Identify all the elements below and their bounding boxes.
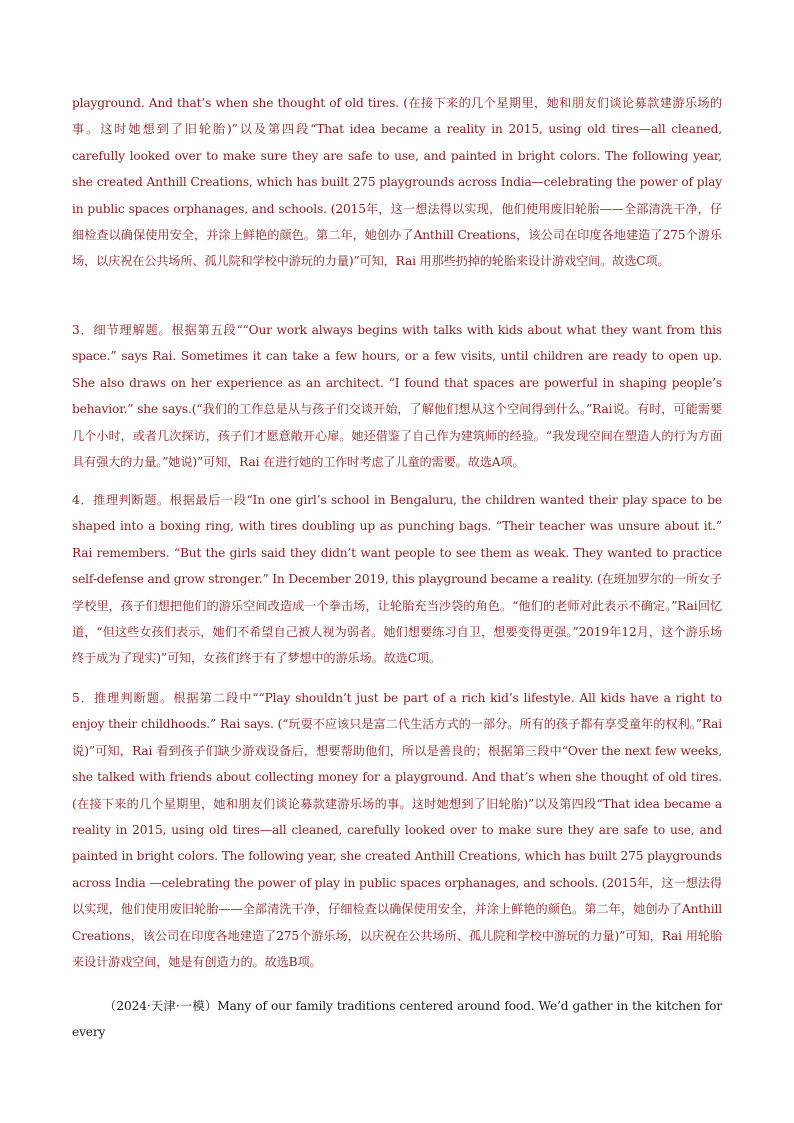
paragraph-text: playground. And that’s when she thought of old tires. (在接下来的几个星期里，她和朋友们谈论募款建游乐场的事。这时她想到了旧轮胎)”以及第四段“That idea became a reality in 2015, using old tires—all cleaned, carefully looked over to make sure they are safe to use, and painted in bright colors. The following year, she created Anthill Creations, which has built 275 playgrounds across India—celebrating the power of play in public spaces orphanages, and schools. (2015年，这一想法得以实现，他们使用废旧轮胎——全部清洗干净，仔细检查以确保使用安全，并涂上鲜艳的颜色。第二年，她创办了Anthill Creations，该公司在印度各地建造了275个游乐场，以庆祝在公共场所、孤儿院和学校中游玩的力量)”可知，Rai 用那些扔掉的轮胎来设计游戏空间。故选C项。	[72, 96, 722, 269]
next-passage-intro	[72, 993, 722, 1046]
answer-explanation-3	[72, 317, 722, 475]
paragraph-text: 4．推理判断题。根据最后一段“In one girl’s school in Bengaluru, the children wanted their play space to be shaped into a boxing ring, with tires doubling up as punching bags. “Their teacher was unsure about it.” Rai remembers. “But the girls said they didn’t want people to see them as weak. They wanted to practice self-defense and grow stronger.” In December 2019, this playground became a reality. (在班加罗尔的一所女子学校里，孩子们想把他们的游乐空间改造成一个拳击场，让轮胎充当沙袋的角色。“他们的老师对此表示不确定。”Rai回忆道，“但这些女孩们表示，她们不希望自己被人视为弱者。她们想要练习自卫，想要变得更强。”2019年12月，这个游乐场终于成为了现实)”可知，女孩们终于有了梦想中的游乐场。故选C项。	[72, 493, 722, 666]
answer-explanation-5	[72, 685, 722, 975]
paragraph-text: 5．推理判断题。根据第二段中““Play shouldn’t just be part of a rich kid’s lifestyle. All kids have a right to enjoy their childhoods.” Rai says. (“玩耍不应该只是富二代生活方式的一部分。所有的孩子都有享受童年的权利。”Rai说)”可知，Rai 看到孩子们缺少游戏设备后，想要帮助他们，所以是善良的；根据第三段中“Over the next few weeks, she talked with friends about collecting money for a playground. And that’s when she thought of old tires. (在接下来的几个星期里，她和朋友们谈论募款建游乐场的事。这时她想到了旧轮胎)”以及第四段“That idea became a reality in 2015, using old tires—all cleaned, carefully looked over to make sure they are safe to use, and painted in bright colors. The following year, she created Anthill Creations, which has built 275 playgrounds across India —celebrating the power of play in public spaces orphanages, and schools. (2015年，这一想法得以实现，他们使用废旧轮胎——全部清洗干净，仔细检查以确保使用安全，并涂上鲜艳的颜色。第二年，她创办了Anthill Creations，该公司在印度各地建造了275个游乐场，以庆祝在公共场所、孤儿院和学校中游玩的力量)”可知，Rai 用轮胎来设计游戏空间，她是有创造力的。故选B项。	[72, 691, 722, 970]
paragraph-text: 3．细节理解题。根据第五段““Our work always begins with talks with kids about what they want from this space.” says Rai. Sometimes it can take a few hours, or a few visits, until children are ready to open up. She also draws on her experience as an architect. “I found that spaces are powerful in shaping people’s behavior.” she says.(“我们的工作总是从与孩子们交谈开始，了解他们想从这个空间得到什么。”Rai说。有时，可能需要几个小时，或者几次探访，孩子们才愿意敞开心扉。她还借鉴了自己作为建筑师的经验。“我发现空间在塑造人的行为方面具有强大的力量。”她说)”可知，Rai 在进行她的工作时考虑了儿童的需要。故选A项。	[72, 323, 723, 470]
paragraph-text: （2024·天津·一模）Many of our family traditions centered around food. We’d gather in the kitchen for every	[72, 999, 722, 1040]
answer-explanation-4	[72, 487, 722, 672]
answer-explanation-continued	[72, 90, 722, 275]
